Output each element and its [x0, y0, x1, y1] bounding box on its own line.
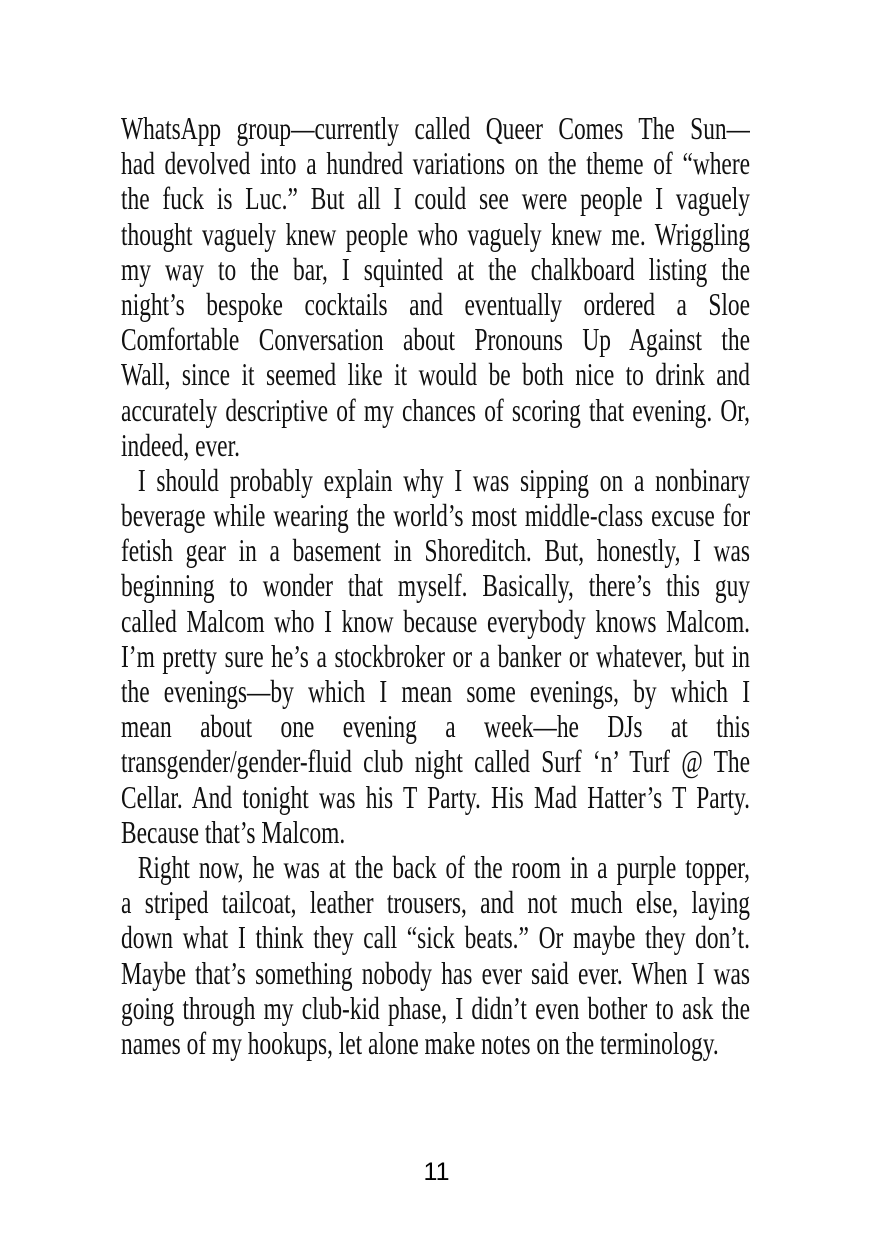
paragraph [121, 850, 750, 1061]
text-line: beginning to wonder that myself. Basically, there’s this guy [121, 568, 751, 604]
page-number: 11 [423, 1158, 450, 1186]
text-line: Maybe that’s something nobody has ever said ever. When I was [121, 955, 751, 991]
text-line: mean about one evening a week—he DJs at this [121, 709, 751, 745]
text-line: a striped tailcoat, leather trousers, and not much else, laying [121, 885, 751, 921]
text-line: called Malcom who I know because everybody knows Malcom. [121, 603, 751, 639]
text-line: had devolved into a hundred variations on the theme of “where [121, 146, 751, 182]
text-line: thought vaguely knew people who vaguely knew me. Wriggling [121, 216, 751, 252]
text-line: my way to the bar, I squinted at the chalkboard listing the [121, 251, 751, 287]
text-line: I’m pretty sure he’s a stockbroker or a banker or whatever, but in [121, 638, 751, 674]
text-line: down what I think they call “sick beats.” Or maybe they don’t. [121, 920, 751, 956]
text-line: I should probably explain why I was sipping on a nonbinary [137, 462, 751, 498]
text-line: the fuck is Luc.” But all I could see were people I vaguely [121, 181, 751, 217]
text-line: beverage while wearing the world’s most middle-class excuse for [121, 498, 751, 534]
page-text [121, 111, 750, 1061]
text-line: indeed, ever. [121, 427, 240, 463]
text-line: Because that’s Malcom. [121, 814, 346, 850]
text-line: the evenings—by which I mean some evenings, by which I [121, 674, 751, 709]
paragraph [121, 463, 750, 850]
text-line: Comfortable Conversation about Pronouns Up Against the [121, 322, 751, 358]
text-line: going through my club-kid phase, I didn’t even bother to ask the [121, 990, 751, 1026]
text-line: accurately descriptive of my chances of scoring that evening. Or, [121, 392, 751, 428]
text-line: night’s bespoke cocktails and eventually ordered a Sloe [121, 286, 751, 322]
text-line: names of my hookups, let alone make notes on the terminology. [121, 1025, 719, 1061]
text-line: Cellar. And tonight was his T Party. His Mad Hatter’s T Party. [121, 779, 751, 815]
text-line: transgender/gender-fluid club night called Surf ‘n’ Turf @ The [121, 744, 751, 780]
text-line: fetish gear in a basement in Shoreditch. But, honestly, I was [121, 533, 751, 569]
text-line: Wall, since it seemed like it would be both nice to drink and [121, 357, 751, 393]
text-line: Right now, he was at the back of the room in a purple topper, [137, 849, 751, 885]
text-line: WhatsApp group—currently called Queer Comes The Sun— [121, 111, 751, 146]
paragraph [121, 111, 750, 463]
